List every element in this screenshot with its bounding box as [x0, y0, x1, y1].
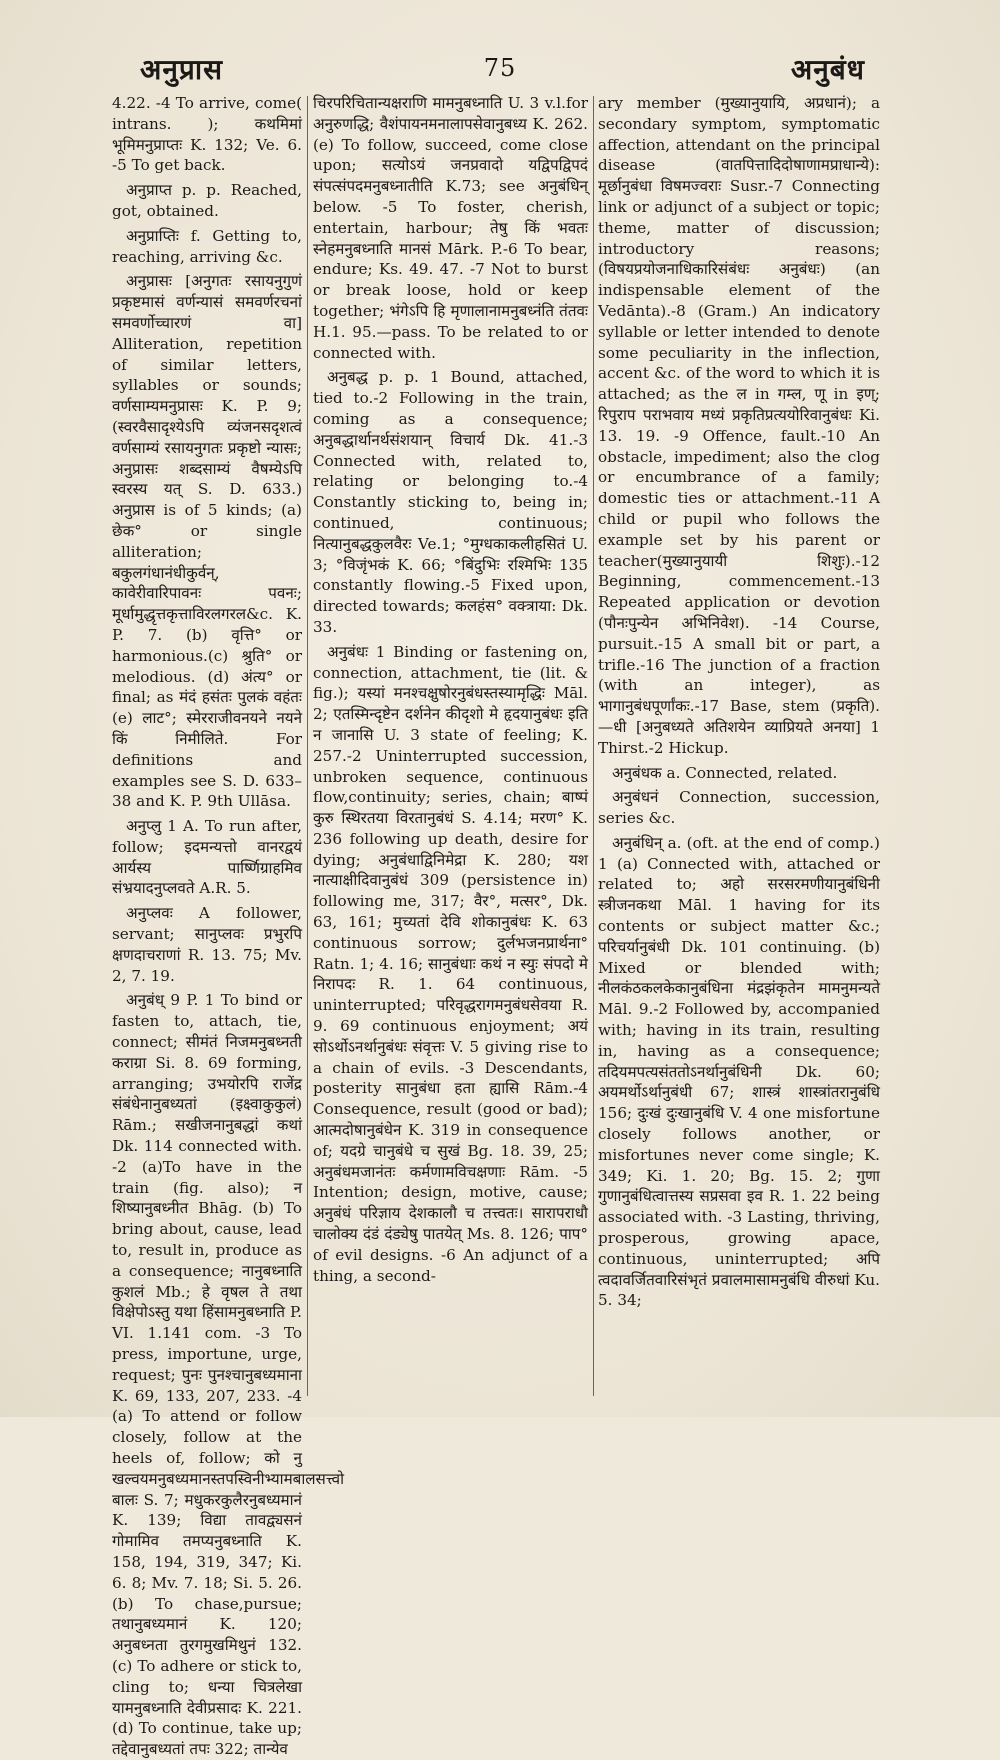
entry: अनुप्रासः [अनुगतः रसायनुगुणं प्रकृष्टमासं वर्णन्यासं समवर्णरचनां समवर्णोच्चारणं वा] Alliteration, repetition of similar letters, syllables or sounds; वर्णसाम्यमनुप्रासः K. P. 9; (स्वरवैसादृश्येऽपि व्यंजनसदृशत्वं वर्णसाम्यं रसायनुगतः प्रकृष्टो न्यासः; अनुप्रासः शब्दसाम्यं वैषम्येऽपि स्वरस्य यत् S. D. 633.) अनुप्रास is of 5 kinds; (a) छेक° or single alliteration; बकुलगंधानंधीकुर्वन्, कावेरीवारिपावनः पवनः; मूर्धामुद्धृत्तकृत्ताविरलगरल&c. K. P. 7. (b) वृत्ति° or harmonious.(c) श्रुति° or melodious. (d) अंत्य° or final; as मंदं हसंतः पुलकं वहंतः (e) लाट°; स्मेरराजीवनयने नयने किं निमीलिते. For definitions and examples see S. D. 633–38 and K. P. 9th Ullāsa.: [112, 272, 302, 811]
page-number: 75: [483, 54, 517, 82]
column-2: [313, 93, 588, 1393]
column-1: [112, 93, 345, 1759]
entry: 4.22. -4 To arrive, come( intrans. ); कथमिमां भूमिमनुप्राप्तः K. 132; Ve. 6. -5 To get back.: [112, 94, 302, 175]
entry: अनुबंधक a. Connected, related.: [612, 763, 838, 782]
column-3: [598, 93, 880, 1393]
entry: चिरपरिचितान्यक्षराणि मामनुबध्नाति U. 3 v.l.for अनुरुणद्धि; वैशंपायनमनालापसेवानुबध्य K. 262. (e) To follow, succeed, come close upon; सत्योऽयं जनप्रवादो यद्विपद्विपदं संपत्संपदमनुबध्नातीति K.73; see अनुबंधिन् below. -5 To foster, cherish, entertain, harbour; तेषु किं भवतः स्नेहमनुबध्नाति मानसं Mārk. P.-6 To bear, endure; Ks. 49. 47. -7 Not to burst or break loose, hold or keep together; भंगेऽपि हि मृणालानामनुबध्नंति तंतवः H.1. 95.—pass. To be related to or connected with.: [313, 94, 588, 362]
entry: अनुप्राप्तिः f. Getting to, reaching, arriving &c.: [112, 226, 302, 266]
column-divider: [307, 96, 308, 1396]
entry: अनुबंध् 9 P. 1 To bind or fasten to, attach, tie, connect; सीमंतं निजमनुबध्नती कराग्रा Si. 8. 69 forming, arranging; उभयोरपि राजेंद्र संबंधेनानुबध्यतां (इक्ष्वाकुकुलं) Rām.; सखीजनानुबद्धां कथां Dk. 114 connected with. -2 (a)To have in the train (fig. also); न शिष्यानुबध्नीत Bhāg. (b) To bring about, cause, lead to, result in, produce as a consequence; नानुबध्नाति कुशलं Mb.; हे वृषल ते तथा विक्षेपोऽस्तु यथा हिंसामनुबध्नाति P. VI. 1.141 com. -3 To press, importune, urge, request; पुनः पुनश्चानुबध्यमाना K. 69, 133, 207, 233. -4 (a) To attend or follow closely, follow at the heels of, follow; को नु खल्वयमनुबध्यमानस्तपस्विनीभ्यामबालसत्त्वो बालः S. 7; मधुकरकुलैरनुबध्यमानं K. 139; विद्या तावद्व्यसनं गोमामिव तमप्यनुबध्नाति K. 158, 194, 319, 347; Ki. 6. 8; Mv. 7. 18; Si. 5. 26. (b) To chase,pursue; तथानुबध्यमानं K. 120; अनुबध्नता तुरगमुखमिथुनं 132. (c) To adhere or stick to, cling to; धन्या चित्रलेखा यामनुबध्नाति देवीप्रसादः K. 221. (d) To continue, take up; तद्देवानुबध्यतां तपः 322; तान्येव: [112, 991, 345, 1759]
column-divider: [593, 96, 594, 1396]
entry: अनुप्लवः A follower, servant; सानुप्लवः प्रभुरपि क्षणदाचराणां R. 13. 75; Mv. 2, 7. 19.: [112, 904, 302, 985]
entry: अनुप्लु 1 A. To run after, follow; इदमन्यत्तो वानरद्वयं आर्यस्य पार्ष्णिग्राहमिव संभ्रयादनुप्लवते A.R. 5.: [112, 817, 302, 898]
header-left-headword: अनुप्रास: [140, 53, 224, 86]
entry: अनुबंधिन् a. (oft. at the end of comp.) 1 (a) Connected with, attached or related to; अहो सरसरमणीयानुबंधिनी स्त्रीजनकथा Māl. 1 having for its contents or subject matter &c.; परिचर्यानुबंधी Dk. 101 continuing. (b) Mixed or blended with; नीलकंठकलकेकानुबंधिना मंद्रझंकृतेन मामनुमन्यते Māl. 9.-2 Followed by, accompanied with; having in its train, resulting in, having as a consequence; तदियमपत्यसंततोऽनर्थानुबंधिनी Dk. 60; अयमर्थोऽर्थानुबंधी 67; शास्त्रं शास्त्रांतरानुबंधि 156; दुःखं दुःखानुबंधि V. 4 one misfortune closely follows another, or misfortunes never come single; K. 349; Ki. 1. 20; Bg. 15. 2; गुणा गुणानुबंधित्वात्तस्य सप्रसवा इव R. 1. 22 being associated with. -3 Lasting, thriving, prosperous, growing apace, continuous, uninterrupted; अपि त्वदावर्जितवारिसंभृतं प्रवालमासामनुबंधि वीरुधां Ku. 5. 34;: [598, 833, 880, 1310]
entry: अनुबंधनं Connection, succession, series &c.: [598, 788, 880, 828]
entry: अनुबंधः 1 Binding or fastening on, connection, attachment, tie (lit. & fig.); यस्यां मनश्चक्षुषोरनुबंधस्तस्यामृद्धिः Māl. 2; एतस्मिन्दृष्टेन दर्शनेन कीदृशो मे हृदयानुबंधः इति न जानासि U. 3 state of feeling; K. 257.-2 Uninterrupted succession, unbroken sequence, continuous flow,continuity; series, chain; बाष्पं कुरु स्थिरतया विरतानुबंधं S. 4.14; मरण° K. 236 following up death, desire for dying; अनुबंधाद्विनिमेद्रा K. 280; यश नात्याक्षीदिवानुबंधं 309 (persistence in) following me, 317; वैर°, मत्सर°, Dk. 63, 161; मुच्यतां देवि शोकानुबंधः K. 63 continuous sorrow; दुर्लभजनप्रार्थना° Ratn. 1; 4. 16; सानुबंधाः कथं न स्युः संपदो मे निरापदः R. 1. 64 continuous, uninterrupted; परिवृद्धरागमनुबंधसेवया R. 9. 69 continuous enjoyment; अयं सोऽर्थोऽनर्थानुबंधः संवृत्तः V. 5 giving rise to a chain of evils. -3 Descendants, posterity सानुबंधा हता ह्यासि Rām.-4 Consequence, result (good or bad); आत्मदोषानुबंधेन K. 319 in consequence of; यदग्रे चानुबंधे च सुखं Bg. 18. 39, 25; अनुबंधमजानंतः कर्मणामविचक्षणाः Rām. -5 Intention; design, motive, cause; अनुबंधं परिज्ञाय देशकालौ च तत्त्वतः। सारापराधौ चालोक्य दंडं दंड्येषु पातयेत् Ms. 8. 126; पाप° of evil designs. -6 An adjunct of a thing, a second-: [313, 642, 588, 1285]
header-right-headword: अनुबंध: [790, 53, 865, 86]
entry: ary member (मुख्यानुयायि, अप्रधानं); a secondary symptom, symptomatic affection, attendant on the principal disease (वातपित्तादिदोषाणामप्राधान्ये): मूर्छानुबंधा विषमज्वराः Susr.-7 Connecting link or adjunct of a subject or topic; theme, matter of discussion; introductory reasons; (विषयप्रयोजनाधिकारिसंबंधः अनुबंधः) (an indispensable element of the Vedānta).-8 (Gram.) An indicatory syllable or letter intended to denote some peculiarity in the inflection, accent &c. of the word to which it is attached; as the ल in गम्ल, णू in इण्; रिपुराप पराभवाय मध्यं प्रकृतिप्रत्ययोरिवानुबंधः Ki. 13. 19. -9 Offence, fault.-10 An obstacle, impediment; also the clog or encumbrance of a family; domestic ties or attachment.-11 A child or pupil who follows the example set by his parent or teacher(मुख्यानुयायी शिशुः).-12 Beginning, commencement.-13 Repeated application or devotion (पौनःपुन्येन अभिनिवेश). -14 Course, pursuit.-15 A small bit or part, a trifle.-16 The junction of a fraction (with an integer), as भागानुबंधपूर्णांकः.-17 Base, stem (प्रकृति). —धी [अनुबध्यते अतिशयेन व्याप्रियते अनया] 1 Thirst.-2 Hickup.: [598, 94, 880, 757]
entry: अनुप्राप्त p. p. Reached, got, obtained.: [112, 181, 302, 220]
entry: अनुबद्ध p. p. 1 Bound, attached, tied to.-2 Following in the train, coming as a consequence; अनुबद्धार्थानर्थसंशयान् विचार्य Dk. 41.-3 Connected with, related to, relating or belonging to.-4 Constantly sticking to, being in; continued, continuous; नित्यानुबद्धकुलवैरः Ve.1; °मुग्धकाकलीहसितं U. 3; °विजृंभकं K. 66; °बिंदुभिः रश्मिभिः 135 constantly flowing.-5 Fixed upon, directed towards; कलहंस° वक्त्राया: Dk. 33.: [313, 368, 588, 636]
